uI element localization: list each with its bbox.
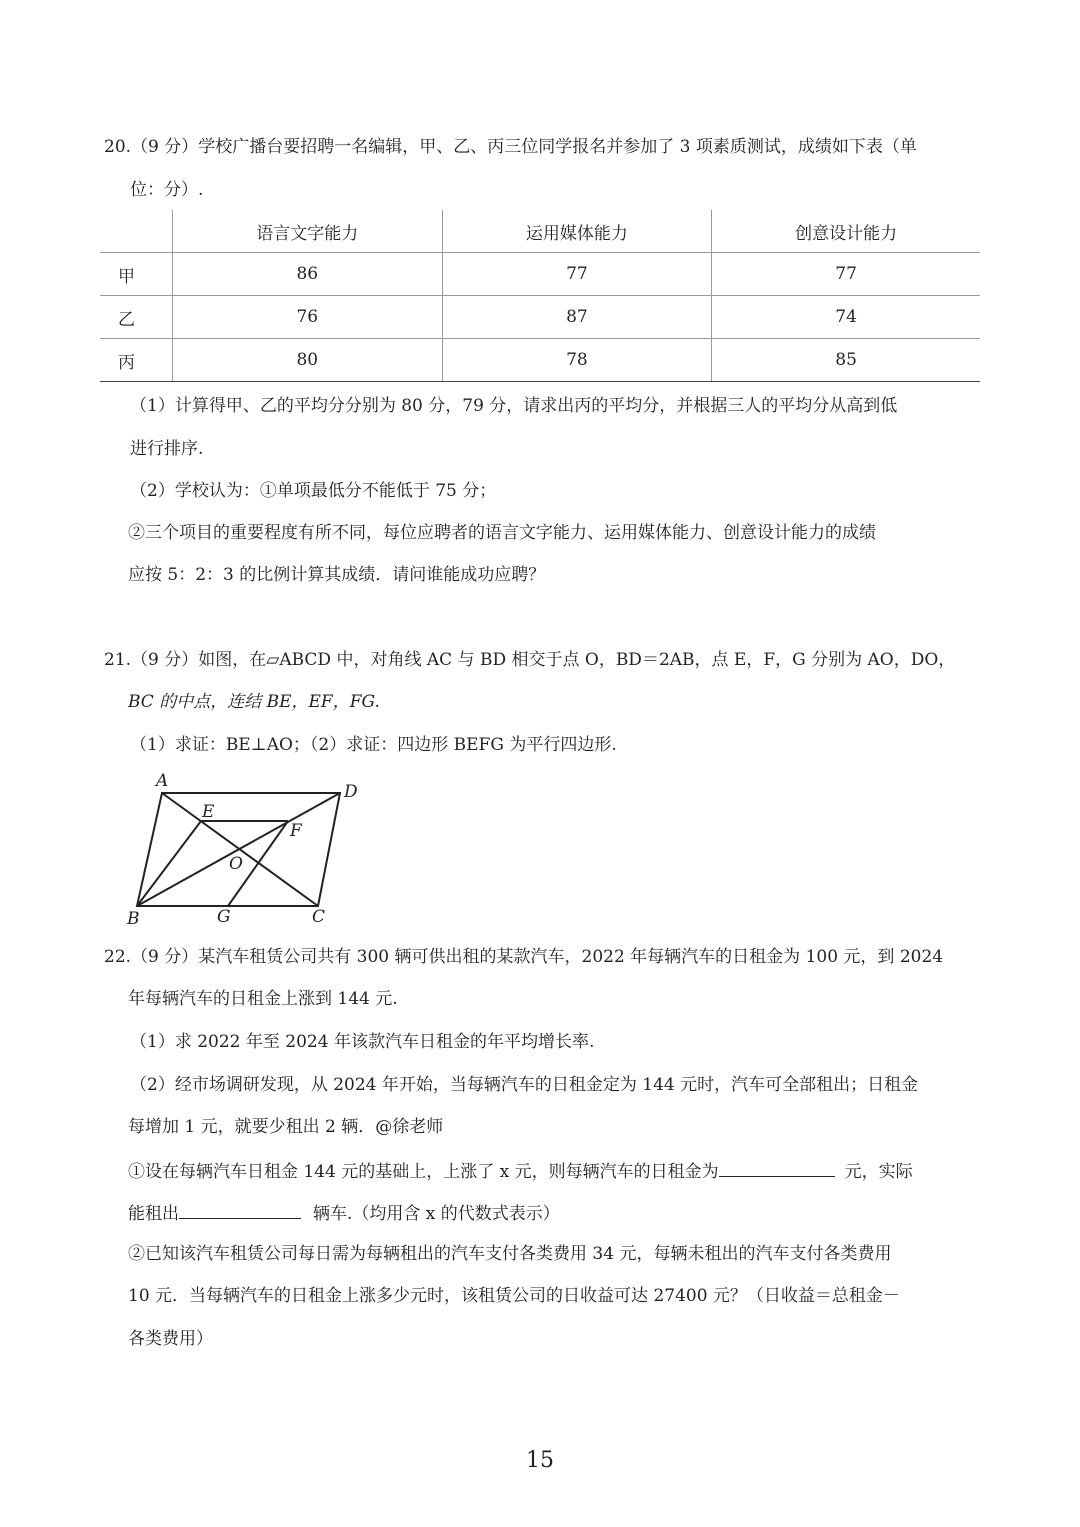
label-o: O (229, 854, 243, 874)
q22-sub2-line2: 10 元．当每辆汽车的日租金上涨多少元时，该租赁公司的日收益可达 27400 元？（日收益＝总租金－ (128, 1286, 900, 1306)
table-cell: 78 (442, 339, 712, 382)
table-cell: 85 (712, 339, 980, 382)
q22-sub1-text-c: 能租出 (128, 1204, 179, 1224)
q22-sub2-line3: 各类费用） (128, 1329, 213, 1349)
table-cell: 76 (173, 296, 443, 339)
score-table (100, 210, 980, 382)
table-row (100, 296, 980, 339)
table-corner-cell (100, 210, 173, 253)
header-design: 创意设计能力 (712, 210, 980, 253)
table-row (100, 253, 980, 296)
q22-part2-line2: 每增加 1 元，就要少租出 2 辆．@徐老师 (128, 1117, 444, 1137)
q22-stem-line1: 22.（9 分）某汽车租赁公司共有 300 辆可供出租的某款汽车，2022 年每辆汽车的日租金为 100 元，到 2024 (104, 947, 944, 967)
row-name: 丙 (100, 339, 173, 382)
q20-part1-line2: 进行排序. (130, 439, 204, 459)
q20-stem-line2: 位：分）. (130, 180, 204, 200)
label-e: E (202, 802, 215, 822)
q20-part1-line1: （1）计算得甲、乙的平均分分别为 80 分，79 分，请求出丙的平均分，并根据三人的平均分从高到低 (130, 396, 898, 416)
q22-sub1-line2 (128, 1200, 560, 1226)
q22-stem-line2: 年每辆汽车的日租金上涨到 144 元. (128, 989, 398, 1009)
q22-part2-line1: （2）经市场调研发现，从 2024 年开始，当每辆汽车的日租金定为 144 元时，汽车可全部租出；日租金 (130, 1075, 919, 1095)
label-d: D (344, 782, 358, 802)
q20-part2-line2: ②三个项目的重要程度有所不同，每位应聘者的语言文字能力、运用媒体能力、创意设计能力的成绩 (128, 523, 876, 543)
q21-stem-line2: BC 的中点，连结 BE，EF，FG. (128, 692, 380, 712)
q22-sub1-text-d: 辆车.（均用含 x 的代数式表示） (313, 1204, 560, 1224)
q22-sub1-text-b: 元，实际 (844, 1162, 913, 1182)
parallelogram-figure (120, 766, 380, 932)
header-language: 语言文字能力 (173, 210, 443, 253)
table-row (100, 339, 980, 382)
q22-sub1-line1 (128, 1158, 913, 1184)
label-f: F (290, 821, 302, 841)
page-number: 15 (526, 1448, 554, 1473)
label-b: B (127, 909, 140, 929)
label-g: G (217, 907, 231, 927)
q22-part1: （1）求 2022 年至 2024 年该款汽车日租金的年平均增长率. (130, 1032, 595, 1052)
q22-sub1-text-a: ①设在每辆汽车日租金 144 元的基础上，上涨了 x 元，则每辆汽车的日租金为 (128, 1162, 719, 1182)
row-name: 甲 (100, 253, 173, 296)
table-header-row (100, 210, 980, 253)
table-cell: 77 (442, 253, 712, 296)
q20-part2-line3: 应按 5：2：3 的比例计算其成绩．请问谁能成功应聘？ (128, 565, 546, 585)
diagonal-bd (137, 793, 340, 906)
answer-blank-rent[interactable] (719, 1158, 835, 1177)
answer-blank-cars[interactable] (179, 1200, 301, 1219)
table-cell: 74 (712, 296, 980, 339)
header-media: 运用媒体能力 (442, 210, 712, 253)
table-cell: 77 (712, 253, 980, 296)
table-cell: 86 (173, 253, 443, 296)
row-name: 乙 (100, 296, 173, 339)
q21-stem-line1: 21.（9 分）如图，在▱ABCD 中，对角线 AC 与 BD 相交于点 O，BD＝2AB，点 E，F，G 分别为 AO，DO， (104, 650, 956, 670)
q20-part2-line1: （2）学校认为：①单项最低分不能低于 75 分； (130, 481, 497, 501)
q22-sub2-line1: ②已知该汽车租赁公司每日需为每辆租出的汽车支付各类费用 34 元，每辆未租出的汽车支付各类费用 (128, 1244, 892, 1264)
table-cell: 80 (173, 339, 443, 382)
label-a: A (156, 771, 169, 791)
q21-parts: （1）求证：BE⊥AO；（2）求证：四边形 BEFG 为平行四边形. (130, 735, 617, 755)
table-cell: 87 (442, 296, 712, 339)
q20-stem-line1: 20.（9 分）学校广播台要招聘一名编辑，甲、乙、丙三位同学报名并参加了 3 项素质测试，成绩如下表（单 (104, 137, 917, 157)
label-c: C (312, 907, 326, 927)
